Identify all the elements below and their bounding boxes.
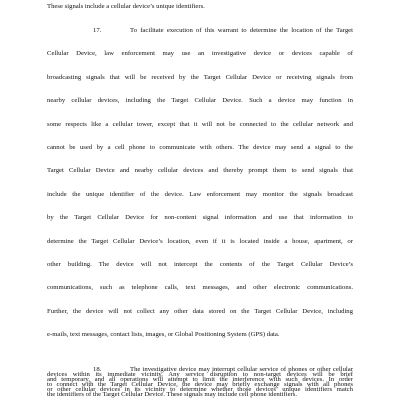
paragraph-17-line: broadcasting signals that will be received by the Target Cellular Device or receiving signals from (47, 73, 353, 81)
paragraph-17-line: Cellular Device, law enforcement may use an investigative device or devices capable of (47, 50, 353, 58)
lead-line: These signals include a cellular device’s unique identifiers. (47, 3, 205, 10)
paragraph-18-number: 18. (93, 366, 102, 374)
paragraph-17-line: other building. The device will not intercept the contents of the Target Cellular Device’s (47, 261, 353, 268)
paragraph-17-line: by the Target Cellular Device for non-content signal information and use that information to (47, 214, 353, 222)
paragraph-17-line: Further, the device will not collect any other data stored on the Target Cellular Device, including (47, 307, 353, 315)
paragraph-17-line: include the unique identifier of the device. Law enforcement may monitor the signals broadcast (47, 190, 353, 198)
paragraph-17-line: e-mails, text messages, contact lists, images, or Global Positioning System (GPS) data. (47, 331, 280, 339)
paragraph-17-line: Target Cellular Device and nearby cellular devices and thereby prompt them to send signals that (47, 167, 353, 175)
paragraph-17-line: determine the Target Cellular Device’s location, even if it is located inside a house, apartment, or (47, 237, 353, 245)
paragraph-18-line: The investigative device may interrupt cellular service of phones or other cellular (130, 366, 353, 374)
paragraph-17-line: nearby cellular devices, including the Target Cellular Device. Such a device may function in (47, 97, 353, 105)
paragraph-18-line: or other cellular devices in its vicinity to determine whether those devices’ unique identifiers match (47, 386, 353, 394)
paragraph-17-line: communications, such as telephone calls, text messages, and other electronic communications. (47, 284, 353, 292)
paragraph-17-line: cannot be used by a cell phone to communicate with others. The device may send a signal to the (47, 144, 353, 151)
paragraph-18-line: and temporary, and all operations will attempt to limit the interference with such devices. In order (47, 376, 353, 384)
paragraph-18-line: to connect with the Target Cellular Device, the device may briefly exchange signals with all phones (47, 381, 353, 389)
paragraph-18-line: the identifiers of the Target Cellular Device. These signals may include cell phone identifiers. (47, 391, 298, 398)
paragraph-17-line: some respects like a cellular tower, except that it will not be connected to the cellular network and (47, 120, 353, 128)
paragraph-18-line: devices within its immediate vicinity. Any service disruption to non-target devices will be brief (47, 371, 353, 379)
paragraph-17-number: 17. (93, 27, 102, 34)
paragraph-17-line: To facilitate execution of this warrant to determine the location of the Target (130, 27, 353, 34)
